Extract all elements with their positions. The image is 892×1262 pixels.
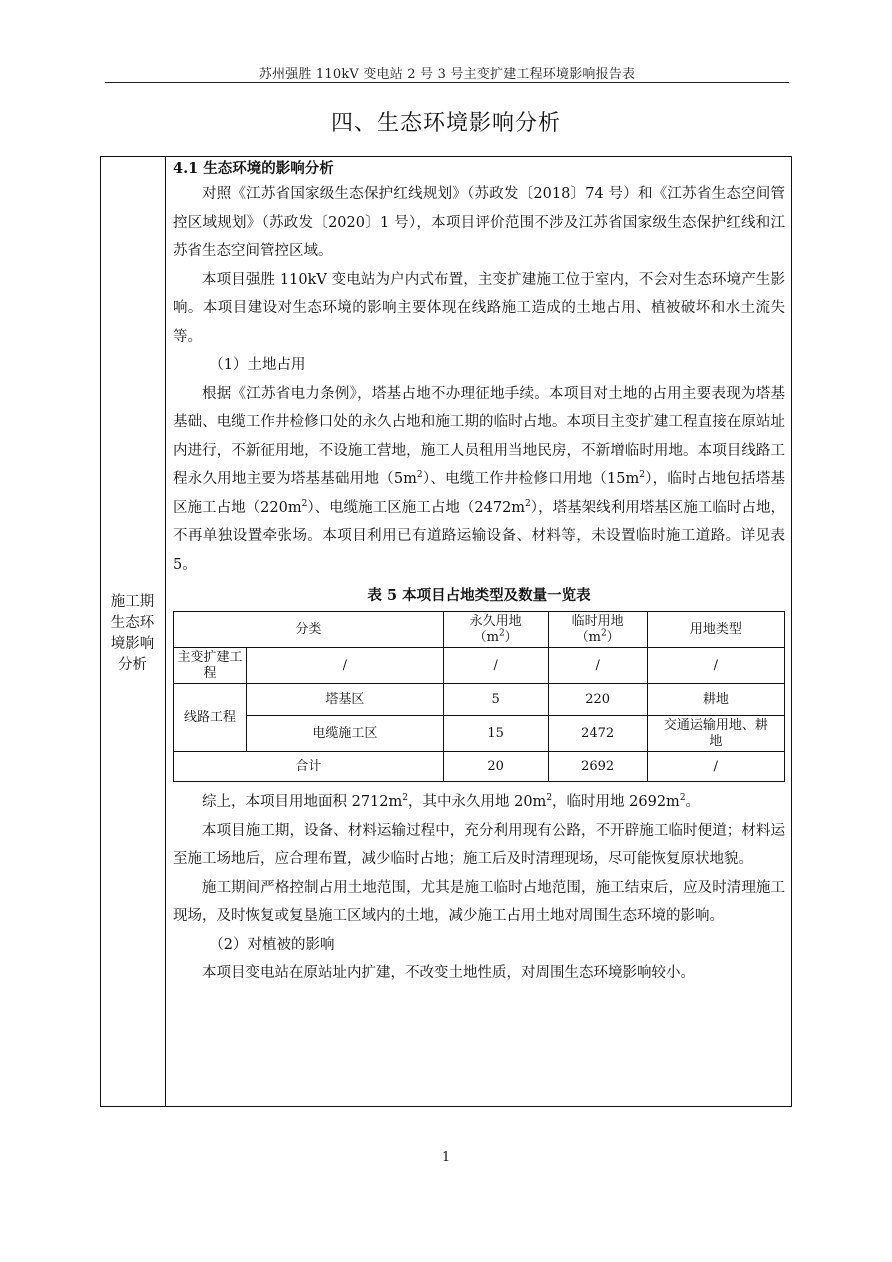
subsection-title: 4.1 生态环境的影响分析 — [173, 160, 334, 177]
superscript: 2 — [525, 498, 531, 509]
cell-type: 耕地 — [647, 684, 784, 716]
cell-permanent: 15 — [443, 716, 548, 752]
unit-open: （m — [473, 629, 499, 645]
list-item-heading: （1）土地占用 — [209, 357, 306, 373]
unit-close: ） — [606, 629, 620, 645]
text-run: 综上，本项目用地面积 2712m — [202, 794, 403, 810]
cell-temporary: 2472 — [548, 716, 647, 752]
paragraph: 对照《江苏省国家级生态保护红线规划》（苏政发〔2018〕74 号）和《江苏省生态空间管控区域规划》（苏政发〔2020〕1 号），本项目评价范围不涉及江苏省国家级生态保护红线和江苏省生态空间管控区域。 — [173, 186, 785, 259]
cell-temporary: / — [548, 648, 647, 684]
unit-close: ） — [504, 629, 518, 645]
header-permanent-label: 永久用地 — [469, 613, 522, 629]
superscript: 2 — [679, 793, 686, 804]
table-total-row — [174, 752, 785, 782]
superscript: 2 — [498, 628, 505, 639]
cell-temporary: 220 — [548, 684, 647, 716]
superscript: 2 — [546, 793, 553, 804]
cell-permanent: / — [443, 648, 548, 684]
frame-divider — [165, 156, 166, 1107]
side-label-line: 分析 — [118, 657, 147, 673]
text-run: 根据《江苏省电力条例》，塔基占地不办理征地手续。本项目对土地的占用主要表现为塔基基础、电缆工作井检修口处的永久占地和施工期的临时占地。本项目主变扩建工程直接在原站址内进行，不新征用地，不设施工营地，施工人员租用当地民房，不新增临时用地。本项目线路工程永久用地主要为塔基基础用地（5m — [173, 385, 785, 487]
cell-sub: / — [247, 648, 444, 684]
cell-sub: 塔基区 — [247, 684, 444, 716]
cell-permanent: 20 — [443, 752, 548, 782]
side-label-line: 境影响 — [110, 636, 155, 652]
paragraph-summary — [173, 788, 785, 817]
paragraph: 本项目变电站在原站址内扩建，不改变土地性质，对周围生态环境影响较小。 — [202, 965, 695, 981]
header-temporary — [548, 612, 647, 648]
cell-permanent: 5 — [443, 684, 548, 716]
table-header-row — [174, 612, 785, 648]
header-temporary-label: 临时用地 — [571, 613, 624, 629]
superscript: 2 — [301, 498, 308, 509]
cell-sub: 电缆施工区 — [247, 716, 444, 752]
paragraph-land-use — [173, 380, 785, 580]
header-unit — [447, 630, 545, 646]
superscript: 2 — [600, 628, 607, 639]
cell-type: / — [647, 752, 784, 782]
page-number: 1 — [441, 1150, 451, 1165]
paragraph: 本项目施工期，设备、材料运输过程中，充分利用现有公路，不开辟施工临时便道；材料运至施工场地后，应合理布置，减少临时占地；施工后及时清理现场，尽可能恢复原状地貌。 — [173, 822, 785, 867]
paragraph: 本项目强胜 110kV 变电站为户内式布置，主变扩建施工位于室内，不会对生态环境产生影响。本项目建设对生态环境的影响主要体现在线路施工造成的土地占用、植被破坏和水土流失等。 — [173, 271, 785, 345]
text-run: ），塔基架线利用塔基区施工临时占地，不再单独设置牵张场。本项目利用已有道路运输设备、材料等，未设置临时施工道路。详见表 5。 — [173, 499, 785, 573]
side-label-line: 生态环 — [110, 615, 155, 631]
side-label-line: 施工期 — [110, 594, 155, 610]
table-row — [174, 716, 785, 752]
side-label — [100, 592, 165, 676]
cell-type: 交通运输用地、耕地 — [647, 716, 784, 752]
text-run: 。 — [685, 794, 701, 810]
superscript: 2 — [402, 793, 408, 804]
paragraph: 施工期间严格控制占用土地范围，尤其是施工临时占地范围，施工结束后，应及时清理施工现场，及时恢复或复垦施工区域内的土地，减少施工占用土地对周围生态环境的影响。 — [173, 879, 785, 924]
cell-total-label: 合计 — [174, 752, 444, 782]
list-item-heading: （2）对植被的影响 — [209, 936, 335, 953]
text-run: ，其中永久用地 20m — [408, 794, 547, 810]
section-title: 四、生态环境影响分析 — [330, 111, 561, 136]
text-run: ）、电缆施工区施工占地（2472m — [307, 499, 526, 516]
header-category: 分类 — [174, 612, 444, 648]
unit-open: （m — [575, 629, 601, 645]
table-row — [174, 684, 785, 716]
text-run: ）、电缆工作井检修口用地（15m — [422, 471, 640, 487]
document-header: 苏州强胜 110kV 变电站 2 号 3 号主变扩建工程环境影响报告表 — [258, 67, 636, 82]
cell-line-group: 线路工程 — [174, 684, 247, 752]
superscript: 2 — [639, 470, 645, 481]
cell-temporary: 2692 — [548, 752, 647, 782]
header-rule — [105, 82, 789, 83]
cell-main-transformer: 主变扩建工程 — [174, 648, 247, 684]
content-body — [173, 158, 785, 988]
land-use-table — [173, 611, 785, 782]
text-run: ），临时占地包括塔基区施工占地（220m — [173, 471, 785, 516]
header-unit — [552, 630, 644, 646]
table-title: 表 5 本项目占地类型及数量一览表 — [367, 587, 591, 604]
header-land-type: 用地类型 — [647, 612, 784, 648]
header-permanent — [443, 612, 548, 648]
cell-type: / — [647, 648, 784, 684]
text-run: ，临时用地 2692m — [552, 794, 680, 810]
superscript: 2 — [416, 470, 423, 481]
table-row — [174, 648, 785, 684]
